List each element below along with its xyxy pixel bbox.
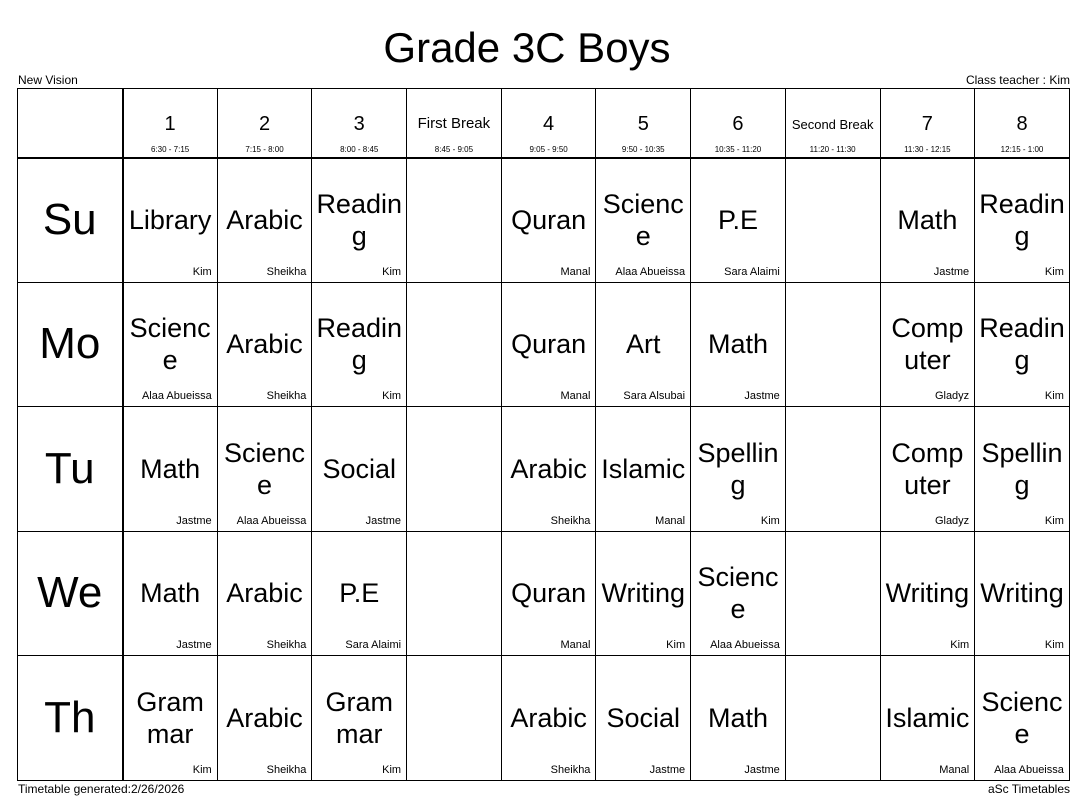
lesson-teacher: Kim: [666, 639, 686, 651]
lesson-cell: [312, 656, 407, 781]
lesson-cell: [691, 531, 786, 656]
period-time: 10:35 - 11:20: [714, 144, 762, 154]
lesson-subject: Science: [129, 313, 211, 376]
day-row: [18, 407, 1070, 532]
lesson-subject: Quran: [511, 329, 587, 360]
lesson-subject: Art: [626, 329, 661, 360]
period-time: 12:15 - 1:00: [1000, 144, 1044, 154]
lesson-cell: [880, 407, 975, 532]
lesson-subject: Math: [707, 702, 768, 733]
lesson-cell: [975, 158, 1070, 283]
lesson-subject: P.E: [717, 205, 758, 235]
lesson-teacher: Sheikha: [266, 763, 307, 776]
lesson-teacher: Sara Alsubai: [623, 390, 686, 402]
lesson-teacher: Manal: [655, 514, 686, 527]
lesson-cell: [217, 407, 312, 532]
lesson-subject: Spelling: [981, 437, 1063, 500]
lesson-cell: [123, 656, 218, 781]
lesson-subject: Quran: [511, 578, 587, 609]
lesson-cell: [312, 531, 407, 656]
period-header: [501, 89, 596, 158]
period-time: 11:30 - 12:15: [904, 144, 951, 154]
period-time: 9:05 - 9:50: [529, 144, 568, 154]
lesson-cell: [501, 656, 596, 781]
period-time: 11:20 - 11:30: [809, 144, 856, 154]
day-label: Su: [18, 158, 123, 283]
period-label: First Break: [417, 115, 491, 132]
break-cell: [785, 158, 880, 283]
break-cell: [785, 282, 880, 407]
lesson-cell: [217, 282, 312, 407]
lesson-subject: Library: [128, 205, 212, 235]
lesson-subject: Math: [707, 329, 768, 360]
day-label: We: [18, 531, 123, 656]
lesson-teacher: Jastme: [176, 514, 212, 527]
lesson-cell: [217, 656, 312, 781]
lesson-subject: Math: [140, 453, 201, 484]
period-label: Second Break: [791, 117, 874, 132]
period-label: 2: [258, 113, 271, 135]
lesson-subject: Science: [224, 437, 306, 500]
lesson-subject: P.E: [339, 578, 380, 609]
lesson-teacher: Alaa Abueissa: [615, 265, 686, 278]
lesson-teacher: Sheikha: [550, 514, 591, 527]
lesson-cell: [501, 282, 596, 407]
lesson-subject: Science: [981, 686, 1063, 749]
lesson-teacher: Jastme: [744, 390, 780, 402]
lesson-subject: Islamic: [601, 453, 686, 484]
period-header: [691, 89, 786, 158]
lesson-cell: [312, 407, 407, 532]
lesson-cell: [312, 158, 407, 283]
period-time: 8:00 - 8:45: [340, 144, 379, 154]
lesson-cell: [123, 282, 218, 407]
lesson-cell: [217, 531, 312, 656]
day-row: [18, 158, 1070, 283]
lesson-cell: [691, 407, 786, 532]
lesson-cell: [596, 282, 691, 407]
lesson-teacher: Gladyz: [934, 514, 970, 527]
break-cell: [785, 407, 880, 532]
lesson-cell: [596, 407, 691, 532]
lesson-subject: Arabic: [510, 453, 587, 484]
lesson-cell: [596, 158, 691, 283]
break-cell: [407, 407, 502, 532]
corner-cell: [18, 89, 123, 158]
lesson-subject: Spelling: [697, 437, 779, 500]
lesson-cell: [123, 158, 218, 283]
lesson-teacher: Jastme: [744, 763, 780, 776]
lesson-teacher: Kim: [760, 514, 780, 527]
lesson-teacher: Manal: [939, 763, 970, 776]
lesson-teacher: Manal: [560, 265, 591, 278]
lesson-subject: Writing: [980, 578, 1064, 609]
lesson-teacher: Sheikha: [550, 763, 591, 776]
lesson-teacher: Kim: [192, 265, 212, 278]
lesson-subject: Social: [606, 702, 681, 733]
lesson-subject: Grammar: [136, 686, 204, 749]
period-time: 7:15 - 8:00: [245, 144, 284, 154]
lesson-teacher: Alaa Abueissa: [141, 390, 212, 402]
period-header: [312, 89, 407, 158]
lesson-teacher: Sheikha: [266, 390, 307, 402]
lesson-cell: [880, 531, 975, 656]
lesson-subject: Science: [602, 189, 684, 251]
day-label: Tu: [18, 407, 123, 532]
lesson-cell: [691, 282, 786, 407]
lesson-cell: [596, 531, 691, 656]
lesson-teacher: Kim: [382, 763, 402, 776]
lesson-cell: [880, 282, 975, 407]
lesson-teacher: Jastme: [176, 639, 212, 651]
break-cell: [407, 531, 502, 656]
lesson-teacher: Manal: [560, 639, 591, 651]
lesson-subject: Computer: [891, 437, 964, 500]
break-cell: [785, 531, 880, 656]
lesson-teacher: Kim: [382, 265, 402, 278]
lesson-subject: Math: [140, 578, 201, 609]
lesson-teacher: Alaa Abueissa: [994, 763, 1064, 776]
lesson-teacher: Jastme: [933, 265, 970, 278]
lesson-cell: [975, 407, 1070, 532]
lesson-subject: Math: [897, 205, 958, 235]
lesson-subject: Reading: [316, 313, 402, 376]
lesson-cell: [501, 407, 596, 532]
break-header: [785, 89, 880, 158]
day-label: Mo: [18, 282, 123, 407]
lesson-teacher: Kim: [1044, 639, 1064, 651]
brand-footer: aSc Timetables: [987, 782, 1070, 796]
timetable-grid: [17, 88, 1070, 781]
break-cell: [407, 282, 502, 407]
period-label: 4: [543, 113, 555, 135]
lesson-subject: Arabic: [226, 702, 303, 733]
period-label: 8: [1016, 113, 1028, 135]
lesson-subject: Arabic: [226, 205, 303, 235]
lesson-cell: [596, 656, 691, 781]
lesson-cell: [975, 656, 1070, 781]
day-label: Th: [18, 656, 123, 781]
day-row: [18, 282, 1070, 407]
lesson-cell: [691, 656, 786, 781]
day-row: [18, 656, 1070, 781]
lesson-teacher: Alaa Abueissa: [710, 639, 780, 651]
lesson-teacher: Kim: [192, 763, 212, 776]
lesson-teacher: Kim: [1044, 514, 1064, 527]
period-label: 7: [921, 113, 933, 135]
lesson-cell: [880, 158, 975, 283]
lesson-subject: Science: [697, 562, 779, 625]
period-header: [596, 89, 691, 158]
lesson-teacher: Kim: [1044, 390, 1064, 402]
lesson-cell: [501, 158, 596, 283]
break-header: [407, 89, 502, 158]
period-label: 1: [164, 113, 176, 135]
lesson-teacher: Sara Alaimi: [724, 265, 780, 278]
lesson-subject: Reading: [979, 189, 1065, 251]
lesson-teacher: Kim: [950, 639, 970, 651]
lesson-teacher: Alaa Abueissa: [236, 514, 307, 527]
lesson-cell: [691, 158, 786, 283]
lesson-teacher: Gladyz: [934, 390, 970, 402]
lesson-teacher: Sara Alaimi: [345, 639, 402, 651]
period-label: 5: [637, 113, 649, 135]
lesson-subject: Writing: [885, 578, 970, 609]
lesson-subject: Quran: [511, 205, 587, 235]
generated-date: Timetable generated:2/26/2026: [18, 782, 185, 796]
lesson-subject: Islamic: [885, 702, 970, 733]
period-header: [975, 89, 1070, 158]
period-label: 3: [353, 113, 365, 135]
lesson-subject: Writing: [601, 578, 686, 609]
lesson-teacher: Manal: [560, 390, 591, 402]
lesson-teacher: Kim: [1044, 265, 1064, 278]
period-label: 6: [732, 113, 744, 135]
period-header: [123, 89, 218, 158]
lesson-subject: Arabic: [510, 702, 587, 733]
page-title: Grade 3C Boys: [383, 24, 671, 71]
lesson-teacher: Jastme: [365, 514, 402, 527]
lesson-cell: [123, 407, 218, 532]
lesson-cell: [123, 531, 218, 656]
lesson-cell: [501, 531, 596, 656]
period-time: 9:50 - 10:35: [621, 144, 665, 154]
lesson-teacher: Kim: [382, 390, 402, 402]
lesson-cell: [975, 282, 1070, 407]
lesson-subject: Reading: [979, 313, 1065, 376]
period-time: 6:30 - 7:15: [150, 144, 190, 154]
lesson-subject: Computer: [891, 313, 964, 376]
lesson-teacher: Sheikha: [266, 265, 307, 278]
lesson-cell: [880, 656, 975, 781]
lesson-subject: Arabic: [226, 329, 303, 360]
day-row: [18, 531, 1070, 656]
break-cell: [785, 656, 880, 781]
period-header-row: [18, 89, 1070, 158]
lesson-subject: Arabic: [226, 578, 303, 609]
period-time: 8:45 - 9:05: [434, 144, 474, 154]
lesson-subject: Grammar: [325, 686, 393, 749]
period-header: [217, 89, 312, 158]
lesson-subject: Social: [322, 453, 396, 484]
period-header: [880, 89, 975, 158]
lesson-subject: Reading: [316, 189, 402, 251]
lesson-teacher: Sheikha: [266, 639, 307, 651]
class-teacher: Class teacher : Kim: [965, 73, 1070, 87]
lesson-teacher: Jastme: [649, 763, 686, 776]
break-cell: [407, 158, 502, 283]
lesson-cell: [312, 282, 407, 407]
break-cell: [407, 656, 502, 781]
lesson-cell: [217, 158, 312, 283]
school-name: New Vision: [18, 73, 78, 87]
lesson-cell: [975, 531, 1070, 656]
